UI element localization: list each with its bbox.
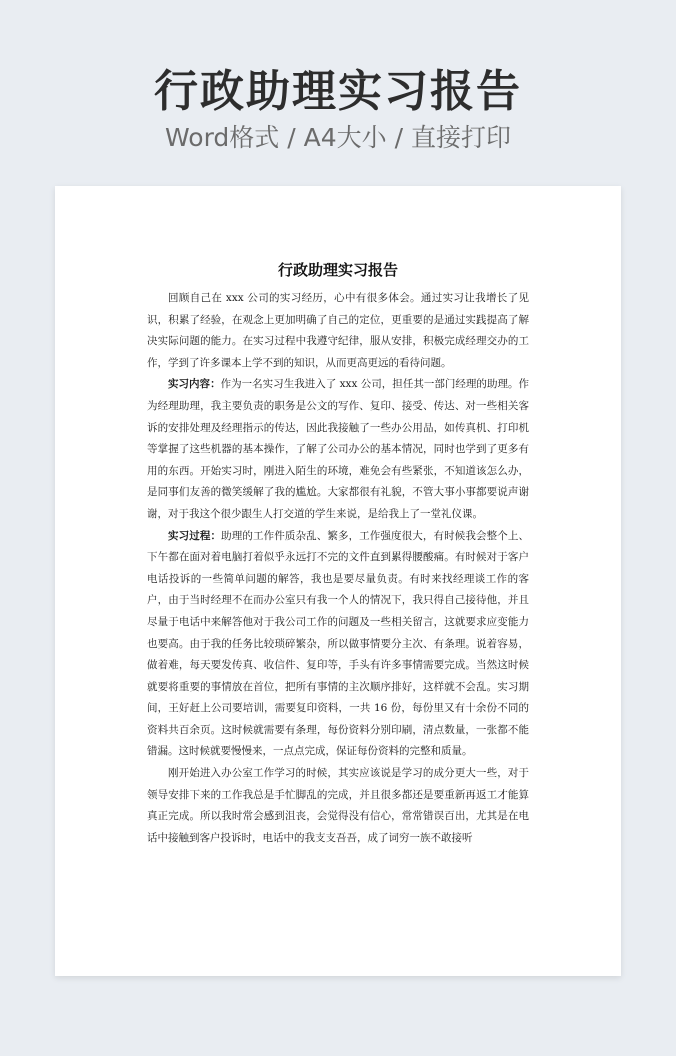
paragraph-text: 作为一名实习生我进入了 xxx 公司，担任其一部门经理的助理。作为经理助理，我主要负责的职务是公文的写作、复印、接受、传达、对一些相关客诉的安排处理及经理指示的传达，因此我接触了一些办公用品，如传真机、打印机等掌握了这些机器的基本操作，了解了公司办公的基本情况，同时也学到了更多有用的东西。开始实习时，刚进入陌生的环境，难免会有些紧张，不知道该怎么办，是同事们友善的微笑缓解了我的尴尬。大家都很有礼貌，不管大事小事都要说声谢谢，对于我这个很少跟生人打交道的学生来说，是给我上了一堂礼仪课。 xyxy=(147,378,529,520)
paragraph-lead: 实习过程： xyxy=(168,529,222,542)
banner-subtitle: Word格式 / A4大小 / 直接打印 xyxy=(165,123,511,152)
paragraph-text: 助理的工作件质杂乱、繁多，工作强度很大，有时候我会整个上、下午都在面对着电脑打着似乎永远打不完的文件直到累得腰酸痛。有时候对于客户电话投诉的一些简单问题的解答，我也是要尽量负责。有时来找经理谈工作的客户，由于当时经理不在而办公室只有我一个人的情况下，我只得自己接待他，并且尽量于电话中来解答他对于我公司工作的问题及一些相关留言，这就要求应变能力也要高。由于我的任务比较琐碎繁杂，所以做事情要分主次、有条理。说着容易，做着难，每天要发传真、收信件、复印等，手头有许多事情需要完成。当然这时候就要将重要的事情放在首位，把所有事情的主次顺序排好，这样就不会乱。实习期间，王好赶上公司要培训，需要复印资料，一共 16 份，每份里又有十余份不同的资料共百余页。这时候就需要有条理，每份资料分别印刷，清点数量，一张都不能错漏。这时候就要慢慢来，一点点完成，保证每份资料的完整和质量。 xyxy=(147,529,530,758)
paragraph-reflection xyxy=(147,763,529,849)
paragraph-intro xyxy=(147,288,529,374)
paragraph-internship-content xyxy=(147,374,529,525)
paragraph-text: 回顾自己在 xxx 公司的实习经历，心中有很多体会。通过实习让我增长了见识，积累了经验，在观念上更加明确了自己的定位，更重要的是通过实践提高了解决实际问题的能力。在实习过程中我遵守纪律，服从安排，积极完成经理交办的工作，学到了许多课本上学不到的知识，从而更高更远的看待问题。 xyxy=(147,292,529,369)
document-title: 行政助理实习报告 xyxy=(277,261,398,279)
paragraph-lead: 实习内容： xyxy=(168,378,221,391)
banner-title: 行政助理实习报告 xyxy=(154,66,522,117)
paragraph-internship-process xyxy=(147,526,529,764)
document-body xyxy=(147,288,529,849)
paragraph-text: 刚开始进入办公室工作学习的时候，其实应该说是学习的成分更大一些，对于领导安排下来的工作我总是手忙脚乱的完成，并且很多都还是要重新再返工才能算真正完成。所以我时常会感到沮丧，会觉得没有信心，常常错误百出，尤其是在电话中接触到客户投诉时，电话中的我支支吾吾，成了词穷一族不敢接听 xyxy=(147,767,529,844)
document-page xyxy=(55,186,621,976)
